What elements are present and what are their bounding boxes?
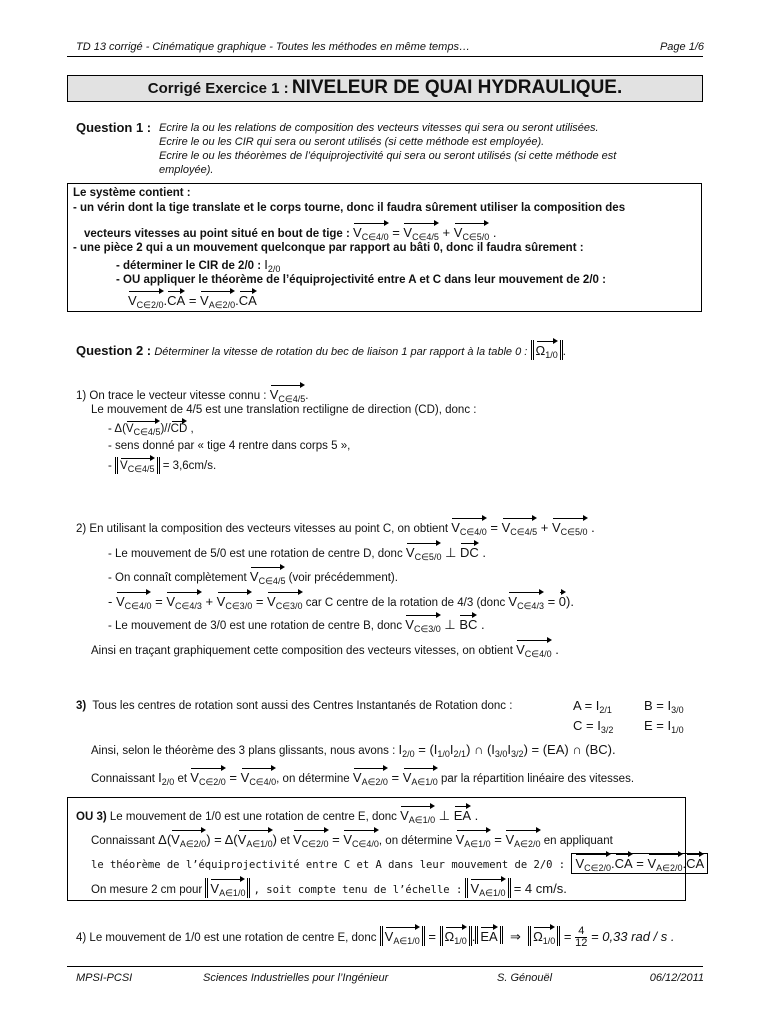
s3b-equiprojectivity: $V_{C\in 2/0}.CA = V_{A\in 2/0}.CA$ — [571, 853, 708, 874]
exercise-title-box — [67, 75, 703, 102]
s4-line-1-text: 4) Le mouvement de 1/0 est une rotation de centre E, donc — [76, 932, 377, 944]
s3b-line-2-d: en appliquant — [543, 835, 613, 847]
s2-line-1 — [76, 517, 595, 537]
s2-composition: $V_{C\in 4/0} = V_{C\in 4/5} + V_{C\in 5/0}$ . — [451, 520, 594, 535]
s3b-line-3-text: le théorème de l’équiprojectivité entre C et A dans leur mouvement de 2/0 : — [91, 859, 566, 871]
cir-2-0: $I_{2/0}$ — [264, 257, 281, 274]
s3b-eq-3: $V_{A\in 1/0} = V_{A\in 2/0}$ — [456, 832, 541, 847]
page-number: Page 1/6 — [659, 41, 704, 53]
s3b-line-2-c: , on détermine — [378, 835, 453, 847]
delta-open: - Δ( — [108, 423, 126, 435]
s3b-line-1-text: Le mouvement de 1/0 est une rotation de centre E, donc — [109, 811, 397, 823]
cir-a: $A = I_{2/1}$ — [573, 698, 612, 715]
ou-3-label: OU 3) — [76, 811, 107, 823]
s3-line-1 — [76, 700, 512, 712]
header-rule — [67, 56, 703, 57]
footer-author: S. Génouël — [497, 972, 553, 984]
s3-line-3-d: , on détermine — [276, 773, 350, 785]
s1-line-1-text: 1) On trace le vecteur vitesse connu : — [76, 390, 267, 402]
s4-line-1 — [76, 926, 674, 949]
header-left: TD 13 corrigé - Cinématique graphique - Toutes les méthodes en même temps… — [76, 41, 470, 53]
box-line-5 — [116, 257, 280, 274]
s2-line-6 — [91, 639, 559, 659]
s2-line-6-text: Ainsi en traçant graphiquement cette composition des vecteurs vitesses, on obtient — [91, 645, 513, 657]
box-line-3-text: vecteurs vitesses au point situé en bout de tige : — [84, 228, 350, 240]
q1-line: employée). — [159, 164, 214, 176]
s2-line-5-text: - Le mouvement de 3/0 est une rotation de centre B, donc — [108, 620, 403, 632]
s2-v-c-4-5: $V_{C\in 4/5}$ — [250, 569, 286, 584]
s2-line-4-text: car C centre de la rotation de 4/3 (donc — [305, 597, 506, 609]
q1-line: Ecrire la ou les relations de composition des vecteurs vitesses qui sera ou seront utilisées. — [159, 122, 599, 134]
question-2-label: Question 2 : — [76, 343, 152, 358]
box-line-5-text: - déterminer le CIR de 2/0 : — [116, 260, 262, 272]
s2-perp-bc: $V_{C\in 3/0}$ ⊥ BC . — [405, 617, 484, 632]
s2-line-3-text: - On connaît complètement — [108, 572, 247, 584]
equiprojectivity-equation: $V_{C\in 2/0}.CA = V_{A\in 2/0}.CA$ — [128, 290, 257, 310]
s3-line-2-text: Ainsi, selon le théorème des 3 plans glissants, nous avons : — [91, 745, 396, 757]
s4-result: = 0,33 rad / s . — [591, 929, 675, 944]
footer-rule — [67, 966, 703, 967]
three-planes-equation: $I_{2/0} = (I_{1/0}I_{2/1})$ ∩ $(I_{3/0}I_{3/2}) = (EA)$ ∩ (BC). — [398, 742, 616, 759]
s4-equation: $V_{A\in 1/0} = \Omega_{1/0}$ . EA ⇒ $\Omega_{1/0}$ = $\frac{4}{12}$ = 0,33 rad / s . — [380, 929, 675, 944]
s2-result: $V_{C\in 4/0}$ . — [516, 642, 559, 657]
s3b-norm-2: $V_{A\in 1/0}$ — [465, 878, 510, 898]
s3b-eq-2: $V_{C\in 2/0} = V_{C\in 4/0}$ — [293, 832, 379, 847]
s2-line-2 — [108, 542, 486, 562]
s3-line-1-text: Tous les centres de rotation sont aussi des Centres Instantanés de Rotation donc : — [92, 700, 513, 712]
s3-line-3-a: Connaissant — [91, 773, 155, 785]
title-main: NIVELEUR DE QUAI HYDRAULIQUE. — [291, 77, 623, 98]
s3-line-3: Connaissant $I_{2/0}$ et $V_{C\in 2/0} = V_{C\in 4/0}$, on détermine $V_{A\in 2/0} = V_{A\in 1/0}$ par la répartition linéaire des vitesses. — [91, 767, 634, 787]
s2-line-2-text: - Le mouvement de 5/0 est une rotation de centre D, donc — [108, 548, 403, 560]
s2-line-5 — [108, 614, 485, 634]
s2-zero-vector: $V_{C\in 4/3} = 0$). — [508, 594, 574, 609]
s3-eq-1: $V_{C\in 2/0} = V_{C\in 4/0}$ — [190, 770, 276, 785]
s3b-speed-value: = 4 cm/s. — [513, 881, 567, 896]
frac-denominator: 12 — [575, 937, 588, 950]
s3-line-3-e: par la répartition linéaire des vitesses. — [440, 773, 635, 785]
q1-line: Ecrire le ou les théorèmes de l’équiprojectivité qui sera ou seront utilisés (si cette méthode est — [159, 150, 617, 162]
s1-line-1: 1) On trace le vecteur vitesse connu : $V_{C\in 4/5}$. — [76, 384, 308, 404]
s3b-line-2-a: Connaissant — [91, 835, 155, 847]
question-2: Question 2 : Déterminer la vitesse de rotation du bec de liaison 1 par rapport à la table 0 : $\Omega_{1/0}$ . — [76, 340, 566, 360]
parallel-symbol: )// — [160, 423, 171, 435]
s2-line-4 — [108, 591, 574, 611]
footer-date: 06/12/2011 — [649, 972, 704, 984]
s3b-delta-eq: $\Delta(V_{A\in 2/0}) = \Delta(V_{A\in 1/0})$ — [158, 832, 277, 847]
s3-number: 3) — [76, 700, 87, 712]
q1-line: Ecrire le ou les CIR qui sera ou seront utilisés (si cette méthode est employée). — [159, 136, 545, 148]
ou-3-frame — [67, 797, 686, 901]
s3b-line-4-b: , soit compte tenu de l’échelle : — [253, 884, 463, 896]
box-line-2: - un vérin dont la tige translate et le corps tourne, donc il faudra sûrement utiliser la composition des — [73, 202, 626, 214]
s3-line-2 — [91, 742, 616, 759]
s3b-line-4-a: On mesure 2 cm pour — [91, 884, 203, 896]
question-1-text — [159, 121, 704, 177]
s2-line-3-tail: (voir précédemment). — [288, 572, 398, 584]
s2-composition-2: - $V_{C\in 4/0} = V_{C\in 4/3} + V_{C\in 3/0} = V_{C\in 3/0}$ — [108, 594, 303, 609]
title-prefix: Corrigé Exercice 1 : — [147, 80, 289, 97]
box-line-1: Le système contient : — [73, 187, 191, 199]
question-1-label: Question 1 : — [76, 120, 152, 135]
s1-line-3: - $\Delta(V_{C\in 4/5})//CD$ , — [108, 420, 194, 437]
s1-line-5: - $V_{C\in 4/5} = 3,6cm/s$. — [108, 457, 216, 474]
v-c-4-5: $V_{C\in 4/5}$ — [270, 387, 306, 402]
footer-class: MPSI-PCSI — [76, 972, 133, 984]
s1-line-4: - sens donné par « tige 4 rentre dans corps 5 », — [108, 440, 351, 452]
cir-e: $E = I_{1/0}$ — [644, 718, 684, 735]
s3b-line-2-b: et — [280, 835, 290, 847]
s3-line-3-c: et — [177, 773, 188, 785]
question-2-text: Déterminer la vitesse de rotation du bec de liaison 1 par rapport à la table 0 : — [154, 346, 528, 358]
s2-line-3 — [108, 566, 398, 586]
cir-c: $C = I_{3/2}$ — [573, 718, 614, 735]
s2-line-1-text: 2) En utilisant la composition des vecteurs vitesses au point C, on obtient — [76, 523, 449, 535]
speed-value: = 3,6cm/s. — [162, 460, 217, 472]
composition-equation: $V_{C\in 4/0} = V_{C\in 4/5} + V_{C\in 5/0}$ . — [353, 225, 496, 240]
s2-perp-dc: $V_{C\in 5/0}$ ⊥ DC . — [406, 545, 486, 560]
box-line-6: - OU appliquer le théorème de l’équiprojectivité entre A et C dans leur mouvement de 2/0 : — [116, 274, 606, 286]
s3b-perp-ea: $V_{A\in 1/0}$ ⊥ EA . — [400, 808, 478, 823]
cir-b: $B = I_{3/0}$ — [644, 698, 684, 715]
system-box — [67, 183, 702, 312]
box-line-3 — [84, 222, 497, 242]
s3-eq-2: $V_{A\in 2/0} = V_{A\in 1/0}$ — [353, 770, 438, 785]
omega-1-0-norm: $\Omega_{1/0}$ — [531, 340, 563, 360]
s1-line-2: Le mouvement de 4/5 est une translation rectiligne de direction (CD), donc : — [91, 404, 477, 416]
s3b-norm-1: $V_{A\in 1/0}$ — [205, 878, 250, 898]
box-line-4: - une pièce 2 qui a un mouvement quelconque par rapport au bâti 0, donc il faudra sûrement : — [73, 242, 584, 254]
footer-subject: Sciences Industrielles pour l’Ingénieur — [203, 972, 389, 984]
s4-fraction — [575, 926, 587, 949]
frac-numerator: 4 — [575, 926, 587, 938]
